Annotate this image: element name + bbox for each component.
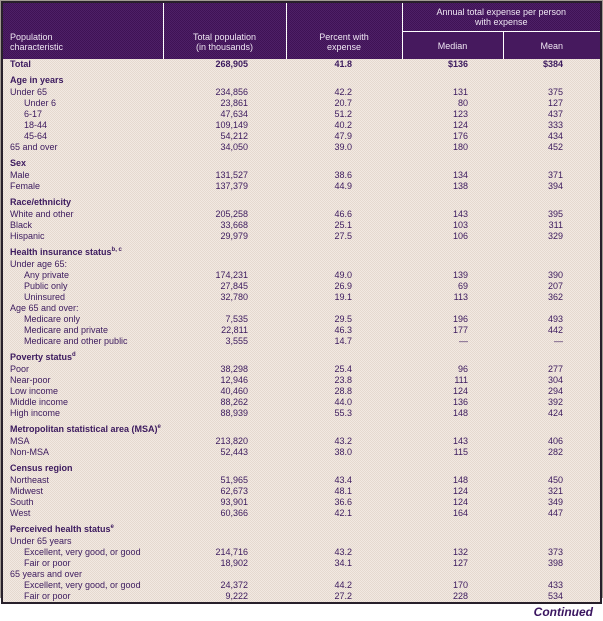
table-row: [3, 591, 600, 602]
row-label: MSA: [10, 436, 30, 446]
cell-pop: 23,861: [220, 98, 248, 108]
cell-pct: 36.6: [334, 497, 352, 507]
row-label: High income: [10, 408, 61, 418]
cell-pop: 47,634: [220, 109, 248, 119]
cell-pop: 7,535: [225, 314, 248, 324]
row-label: 65 and over: [10, 142, 58, 152]
table-row: [3, 59, 600, 70]
subhead-row: [3, 259, 600, 270]
cell-mean: 534: [547, 591, 563, 601]
header-total-population: [163, 3, 286, 59]
cell-pop: 214,716: [215, 547, 248, 557]
cell-pop: 22,811: [221, 325, 248, 335]
cell-pct: 47.9: [334, 131, 352, 141]
header-percent-with-expense: [286, 3, 402, 59]
cell-median: 176: [452, 131, 468, 141]
section-row: [3, 153, 600, 170]
cell-pct: 25.4: [334, 364, 352, 374]
table-row: [3, 558, 600, 569]
row-label: Perceived health status$^e$: [10, 523, 114, 534]
row-label: Uninsured: [24, 292, 66, 302]
cell-mean: 127: [547, 98, 563, 108]
table-row: [3, 281, 600, 292]
table-row: [3, 508, 600, 519]
row-label: Under 65 years: [10, 536, 72, 546]
cell-pop: 213,820: [215, 436, 248, 446]
cell-pop: 29,979: [220, 231, 248, 241]
row-label: Non-MSA: [10, 447, 50, 457]
table-row: [3, 87, 600, 98]
cell-mean: 349: [547, 497, 563, 507]
row-label: 45-64: [24, 131, 48, 141]
cell-median: 124: [452, 120, 468, 130]
row-label: Medicare and other public: [24, 336, 128, 346]
table-row: [3, 364, 600, 375]
cell-pop: 62,673: [220, 486, 248, 496]
cell-median: 96: [457, 364, 468, 374]
row-label: Middle income: [10, 397, 69, 407]
cell-median: 127: [452, 558, 468, 568]
cell-mean: 452: [547, 142, 563, 152]
cell-median: 148: [452, 408, 468, 418]
cell-pct: 34.1: [334, 558, 352, 568]
row-label: Total: [10, 59, 31, 69]
row-label: Public only: [24, 281, 68, 291]
cell-median: 143: [452, 209, 468, 219]
section-row: [3, 519, 600, 536]
cell-pop: 9,222: [225, 591, 248, 601]
cell-median: 124: [452, 486, 468, 496]
cell-pct: 43.4: [334, 475, 352, 485]
cell-pct: 40.2: [334, 120, 352, 130]
row-label: Midwest: [10, 486, 44, 496]
row-label: Female: [10, 181, 41, 191]
header-line: Annual total expense per person: [436, 7, 567, 17]
cell-mean: 311: [548, 220, 563, 230]
row-label: Fair or poor: [24, 591, 71, 601]
header-line: Population: [10, 32, 53, 42]
cell-pct: 46.6: [334, 209, 352, 219]
cell-pct: 19.1: [334, 292, 352, 302]
cell-median: 136: [452, 397, 468, 407]
row-label: Poverty status$^d$: [10, 351, 76, 362]
cell-pop: 137,379: [215, 181, 248, 191]
cell-pct: 20.7: [334, 98, 352, 108]
table-row: [3, 120, 600, 131]
cell-mean: 392: [547, 397, 563, 407]
row-label: Male: [10, 170, 30, 180]
header-mean: Mean: [503, 32, 600, 60]
cell-pct: 44.0: [334, 397, 352, 407]
cell-median: 132: [452, 547, 468, 557]
cell-pct: 42.1: [334, 508, 352, 518]
row-label: Near-poor: [10, 375, 51, 385]
row-label: Fair or poor: [24, 558, 71, 568]
table-row: [3, 270, 600, 281]
cell-median: 124: [452, 386, 468, 396]
cell-mean: 424: [547, 408, 563, 418]
cell-median: $136: [447, 59, 468, 69]
cell-mean: 434: [547, 131, 563, 141]
cell-mean: 207: [547, 281, 563, 291]
cell-pop: 52,443: [220, 447, 248, 457]
cell-mean: 395: [547, 209, 563, 219]
table-row: [3, 220, 600, 231]
row-label: Under 6: [24, 98, 57, 108]
table-row: [3, 131, 600, 142]
cell-median: 139: [452, 270, 468, 280]
cell-pct: 28.8: [334, 386, 352, 396]
cell-pct: 42.2: [334, 87, 352, 97]
table-row: [3, 109, 600, 120]
cell-pop: 268,905: [215, 59, 248, 69]
cell-pop: 33,668: [220, 220, 248, 230]
section-row: [3, 458, 600, 475]
header-annual-expense-span: [402, 3, 600, 32]
cell-pct: 39.0: [334, 142, 352, 152]
cell-median: 124: [452, 497, 468, 507]
cell-mean: 329: [547, 231, 563, 241]
section-row: [3, 347, 600, 364]
cell-pop: 54,212: [220, 131, 248, 141]
cell-pct: 27.2: [334, 591, 352, 601]
row-label: Sex: [10, 157, 27, 168]
cell-pop: 40,460: [220, 386, 248, 396]
cell-pop: 205,258: [215, 209, 248, 219]
cell-mean: 394: [547, 181, 563, 191]
expense-table-container: [1, 1, 602, 604]
section-row: [3, 70, 600, 87]
table-row: [3, 375, 600, 386]
cell-pct: 51.2: [334, 109, 352, 119]
row-label: Hispanic: [10, 231, 45, 241]
cell-median: 170: [452, 580, 468, 590]
cell-mean: 282: [547, 447, 563, 457]
row-label: Any private: [24, 270, 70, 280]
row-label: Census region: [10, 462, 73, 473]
row-label: South: [10, 497, 34, 507]
header-population-characteristic: [3, 3, 163, 59]
expense-table: [3, 3, 600, 602]
row-label: Age in years: [10, 74, 64, 85]
footnote-superscript: e: [110, 523, 114, 530]
cell-pop: 88,262: [220, 397, 248, 407]
cell-pct: 44.2: [334, 580, 352, 590]
cell-mean: 371: [547, 170, 563, 180]
cell-mean: 321: [547, 486, 563, 496]
cell-pct: 29.5: [334, 314, 352, 324]
cell-pop: 12,946: [220, 375, 248, 385]
table-row: [3, 170, 600, 181]
cell-median: 103: [452, 220, 468, 230]
cell-pct: 49.0: [334, 270, 352, 280]
row-label: Medicare only: [24, 314, 81, 324]
row-label: Age 65 and over:: [10, 303, 79, 313]
header-line: Percent with: [319, 32, 369, 42]
cell-mean: 375: [547, 87, 563, 97]
footer-bar: [1, 604, 602, 621]
table-row: [3, 314, 600, 325]
table-row: [3, 397, 600, 408]
subhead-row: [3, 303, 600, 314]
row-label: Metropolitan statistical area (MSA)$^e$: [10, 423, 161, 434]
cell-pop: 88,939: [220, 408, 248, 418]
cell-median: 138: [452, 181, 468, 191]
header-line: (in thousands): [195, 42, 254, 52]
cell-pct: 38.6: [334, 170, 352, 180]
cell-median: 131: [452, 87, 468, 97]
cell-median: 143: [452, 436, 468, 446]
row-label: Under 65: [10, 87, 48, 97]
row-label: Under age 65:: [10, 259, 68, 269]
row-label: Low income: [10, 386, 59, 396]
cell-pop: 32,780: [220, 292, 248, 302]
row-label: Race/ethnicity: [10, 196, 72, 207]
cell-pop: 174,231: [215, 270, 248, 280]
cell-pop: 24,372: [220, 580, 248, 590]
header-line: expense: [326, 42, 362, 52]
row-label: 18-44: [24, 120, 48, 130]
cell-mean: 294: [547, 386, 563, 396]
cell-pct: 26.9: [334, 281, 352, 291]
cell-pct: 41.8: [334, 59, 352, 69]
table-row: [3, 142, 600, 153]
cell-median: —: [459, 336, 468, 346]
table-row: [3, 436, 600, 447]
row-label: Black: [10, 220, 33, 230]
cell-mean: 433: [547, 580, 563, 590]
cell-pct: 55.3: [334, 408, 352, 418]
cell-pop: 51,965: [220, 475, 248, 485]
table-row: [3, 486, 600, 497]
subhead-row: [3, 569, 600, 580]
footnote-superscript: e: [157, 423, 161, 430]
table-row: [3, 231, 600, 242]
cell-pop: 38,298: [220, 364, 248, 374]
cell-mean: 493: [547, 314, 563, 324]
cell-mean: 450: [547, 475, 563, 485]
cell-median: 180: [452, 142, 468, 152]
header-line: Total population: [192, 32, 257, 42]
cell-pct: 46.3: [334, 325, 352, 335]
continued-label: Continued: [533, 605, 593, 619]
section-row: [3, 419, 600, 436]
cell-median: 177: [452, 325, 468, 335]
table-row: [3, 547, 600, 558]
row-label: Poor: [10, 364, 30, 374]
row-label: Medicare and private: [24, 325, 109, 335]
cell-median: 69: [457, 281, 468, 291]
cell-median: 115: [453, 447, 468, 457]
cell-median: 134: [452, 170, 468, 180]
cell-median: 228: [452, 591, 468, 601]
cell-pop: 27,845: [220, 281, 248, 291]
cell-pop: 93,901: [220, 497, 248, 507]
cell-mean: 390: [547, 270, 563, 280]
header-median: Median: [402, 32, 503, 60]
table-row: [3, 98, 600, 109]
section-row: [3, 192, 600, 209]
cell-pct: 43.2: [334, 547, 352, 557]
table-row: [3, 408, 600, 419]
table-row: [3, 580, 600, 591]
cell-mean: 277: [547, 364, 563, 374]
cell-pop: 131,527: [215, 170, 248, 180]
cell-median: 106: [452, 231, 468, 241]
cell-median: 113: [453, 292, 468, 302]
cell-median: 148: [452, 475, 468, 485]
cell-pct: 48.1: [334, 486, 352, 496]
row-label: Excellent, very good, or good: [24, 547, 141, 557]
cell-mean: —: [554, 336, 563, 346]
cell-pop: 109,149: [215, 120, 248, 130]
row-label: 6-17: [24, 109, 43, 119]
cell-pct: 43.2: [334, 436, 352, 446]
cell-pop: 3,555: [225, 336, 248, 346]
cell-mean: 437: [547, 109, 563, 119]
cell-median: 164: [452, 508, 468, 518]
cell-mean: 333: [547, 120, 563, 130]
cell-pop: 34,050: [220, 142, 248, 152]
table-row: [3, 336, 600, 347]
cell-mean: 398: [547, 558, 563, 568]
row-label: White and other: [10, 209, 74, 219]
cell-mean: $384: [542, 59, 563, 69]
cell-pct: 23.8: [334, 375, 352, 385]
header-line: characteristic: [10, 42, 64, 52]
cell-mean: 362: [547, 292, 563, 302]
cell-pct: 14.7: [334, 336, 352, 346]
cell-median: 196: [452, 314, 468, 324]
row-label: Northeast: [10, 475, 50, 485]
footnote-superscript: b, c: [111, 246, 122, 253]
cell-pop: 234,856: [215, 87, 248, 97]
table-body: [3, 59, 600, 602]
table-row: [3, 386, 600, 397]
header-line: with expense: [474, 17, 528, 27]
table-row: [3, 209, 600, 220]
table-row: [3, 447, 600, 458]
row-label: West: [10, 508, 31, 518]
subhead-row: [3, 536, 600, 547]
row-label: Health insurance status$^{b, c}$: [10, 246, 122, 257]
table-header: [3, 3, 600, 59]
footnote-superscript: d: [72, 351, 76, 358]
table-row: [3, 475, 600, 486]
cell-mean: 304: [547, 375, 563, 385]
cell-median: 80: [457, 98, 468, 108]
cell-median: 111: [454, 375, 468, 385]
cell-mean: 442: [547, 325, 563, 335]
cell-mean: 373: [547, 547, 563, 557]
cell-pop: 60,366: [220, 508, 248, 518]
cell-mean: 406: [547, 436, 563, 446]
cell-pct: 27.5: [334, 231, 352, 241]
row-label: Excellent, very good, or good: [24, 580, 141, 590]
table-row: [3, 181, 600, 192]
table-row: [3, 325, 600, 336]
cell-pct: 25.1: [334, 220, 352, 230]
row-label: 65 years and over: [10, 569, 83, 579]
cell-pop: 18,902: [220, 558, 248, 568]
cell-mean: 447: [547, 508, 563, 518]
section-row: [3, 242, 600, 259]
table-row: [3, 497, 600, 508]
cell-pct: 38.0: [334, 447, 352, 457]
table-row: [3, 292, 600, 303]
cell-pct: 44.9: [334, 181, 352, 191]
cell-median: 123: [452, 109, 468, 119]
